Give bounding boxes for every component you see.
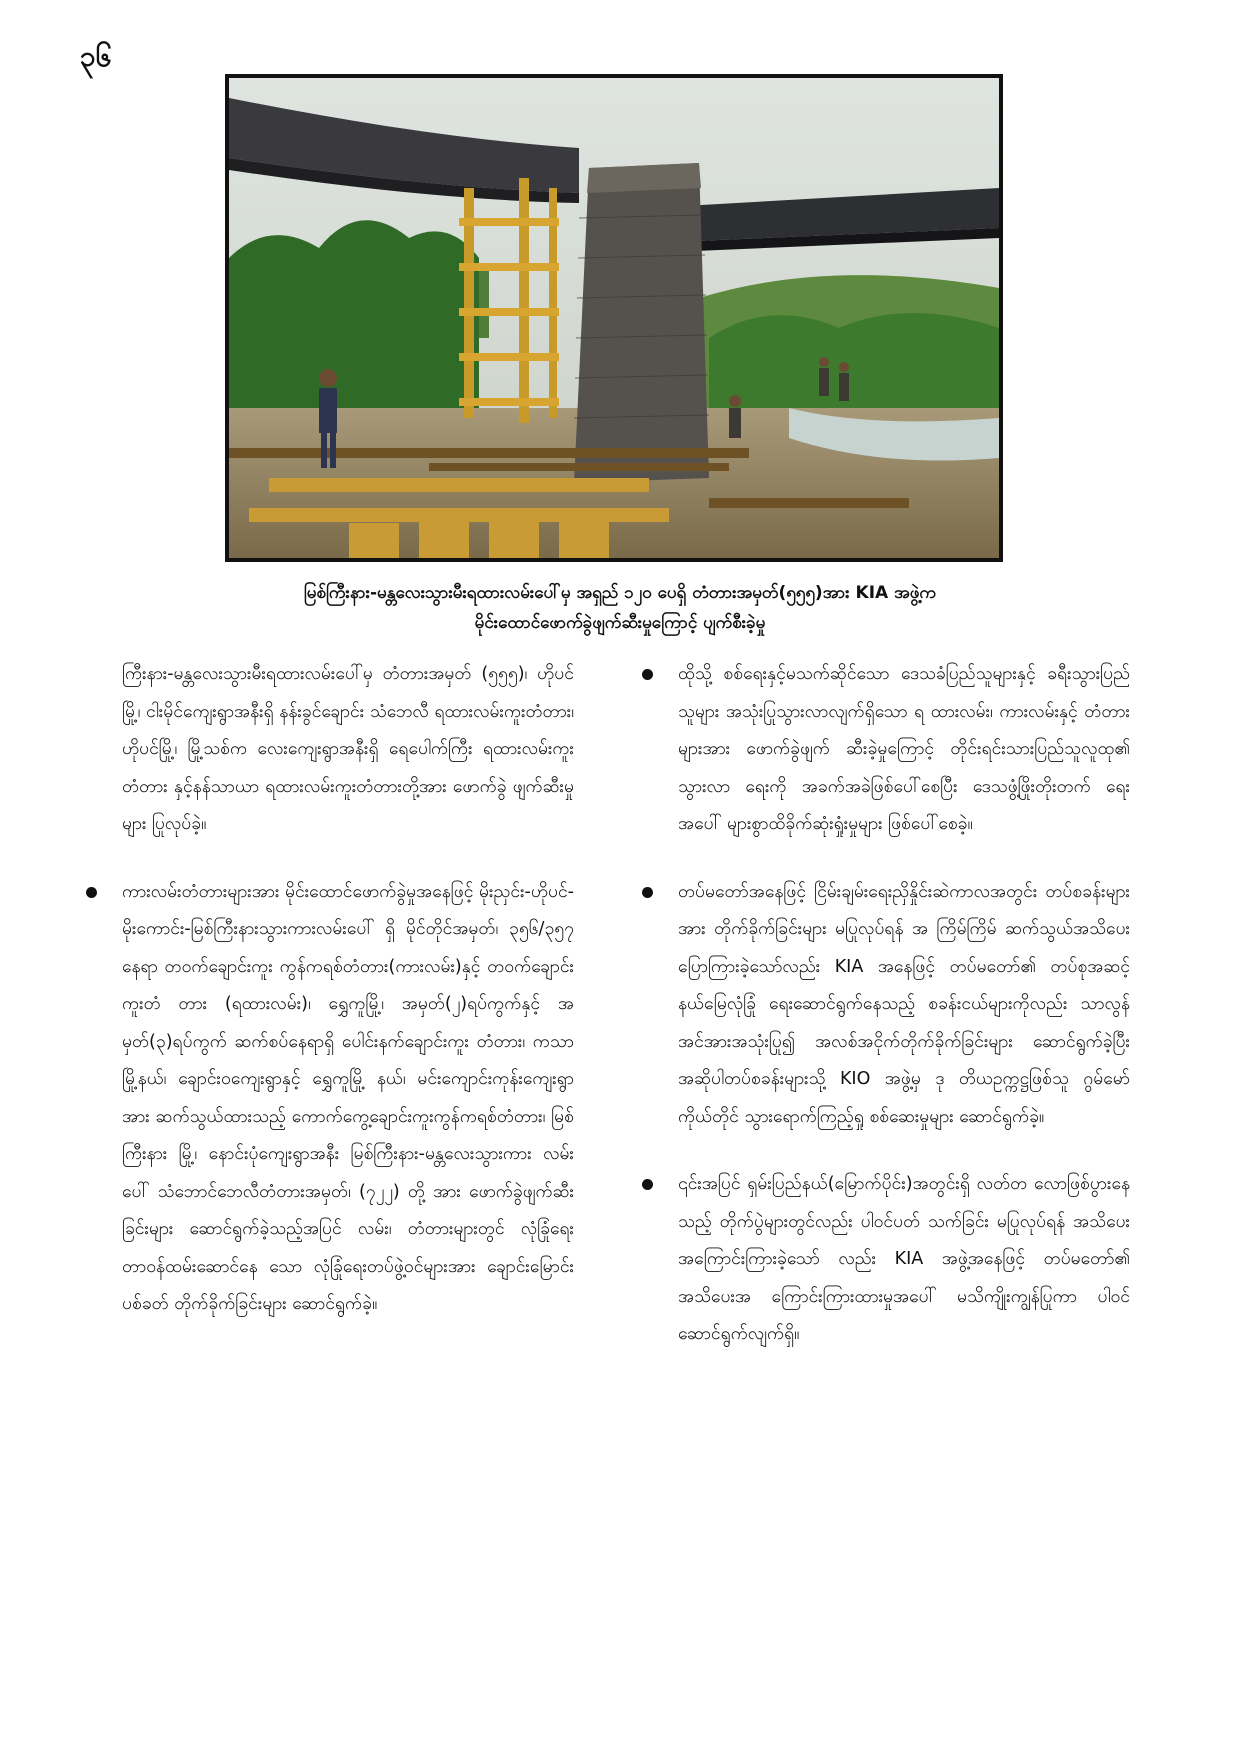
paragraph-text: ထိုသို့ စစ်ရေးနှင့်မသက်ဆိုင်သော ဒေသခံပြည်သူများနှင့် ခရီးသွားပြည်သူများ အသုံးပြုသွားလာလျက်ရှိသော ရ ထားလမ်း၊ ကားလမ်းနှင့် တံတားများအား ဖောက်ခွဲဖျက် ဆီးခဲ့မှုကြောင့် တိုင်းရင်းသားပြည်သူလူထု၏ သွားလာ ရေးကို အခက်အခဲဖြစ်ပေါ်စေပြီး ဒေသဖွံ့ဖြိုးတိုးတက် ရေးအပေါ် များစွာထိခိုက်ဆုံးရှုံးမှုများ ဖြစ်ပေါ်စေခဲ့။	[678, 664, 1130, 834]
body-paragraph	[78, 656, 574, 844]
paragraph-text: ကားလမ်းတံတားများအား မိုင်းထောင်ဖောက်ခွဲမှုအနေဖြင့် မိုးညှင်း-ဟိုပင်-မိုးကောင်း-မြစ်ကြီးနားသွားကားလမ်းပေါ် ရှိ မိုင်တိုင်အမှတ်၊ ၃၅၆/၃၅၇ နေရာ တဝက်ချောင်းကူး ကွန်ကရစ်တံတား(ကားလမ်း)နှင့် တဝက်ချောင်းကူးတံ တား (ရထားလမ်း)၊ ရွှေကူမြို့၊ အမှတ်(၂)ရပ်ကွက်နှင့် အ မှတ်(၃)ရပ်ကွက် ဆက်စပ်နေရာရှိ ပေါင်းနက်ချောင်းကူး တံတား၊ ကသာမြို့နယ်၊ ချောင်းဝကျေးရွာနှင့် ရွှေကူမြို့ နယ်၊ မင်းကျောင်းကုန်းကျေးရွာအား ဆက်သွယ်ထားသည့် ကောက်ကွေ့ချောင်းကူးကွန်ကရစ်တံတား၊ မြစ်ကြီးနား မြို့၊ နောင်းပုံကျေးရွာအနီး မြစ်ကြီးနား-မန္တလေးသွားကား လမ်းပေါ် သံဘောင်ဘေလီတံတားအမှတ်၊ (၇၂၂) တို့ အား ဖောက်ခွဲဖျက်ဆီးခြင်းများ ဆောင်ရွက်ခဲ့သည့်အပြင် လမ်း၊ တံတားများတွင် လုံခြုံရေးတာဝန်ထမ်းဆောင်နေ သော လုံခြုံရေးတပ်ဖွဲ့ဝင်များအား ချောင်းမြောင်းပစ်ခတ် တိုက်ခိုက်ခြင်းများ ဆောင်ရွက်ခဲ့။	[122, 881, 574, 1314]
bullet-icon	[642, 669, 653, 680]
caption-line-2: မိုင်းထောင်ဖောက်ခွဲဖျက်ဆီးမှုကြောင့် ပျက်စီးခဲ့မှု	[474, 613, 766, 633]
left-column	[78, 656, 574, 1354]
bullet-paragraph	[634, 874, 1130, 1137]
right-column	[634, 656, 1130, 1384]
caption-line-1: မြစ်ကြီးနား-မန္တလေးသွားမီးရထားလမ်းပေါ်မှ အရှည် ၁၂၀ ပေရှိ တံတားအမှတ်(၅၅၅)အား KIA အဖွဲ့က	[303, 583, 937, 603]
paragraph-text: ကြီးနား-မန္တလေးသွားမီးရထားလမ်းပေါ်မှ တံတားအမှတ် (၅၅၅)၊ ဟိုပင်မြို့၊ ငါးမိုင်ကျေးရွာအနီးရှိ နန်းခွင်ချောင်း သံဘေလီ ရထားလမ်းကူးတံတား၊ ဟိုပင်မြို့၊ မြို့သစ်က လေးကျေးရွာအနီးရှိ ရေပေါက်ကြီး ရထားလမ်းကူးတံတား နှင့်နန်သာယာ ရထားလမ်းကူးတံတားတို့အား ဖောက်ခွဲ ဖျက်ဆီးမှုများ ပြုလုပ်ခဲ့။	[122, 664, 574, 834]
page-number: ၃၆	[80, 40, 112, 73]
bullet-paragraph	[634, 656, 1130, 844]
photo-caption	[150, 578, 1090, 638]
bullet-icon	[86, 887, 97, 898]
damaged-bridge-photo	[225, 74, 1003, 562]
bullet-paragraph	[634, 1166, 1130, 1354]
bullet-icon	[642, 887, 653, 898]
paragraph-text: ၎င်းအပြင် ရှမ်းပြည်နယ်(မြောက်ပိုင်း)အတွင်းရှိ လတ်တ လောဖြစ်ပွားနေသည့် တိုက်ပွဲများတွင်လည်း ပါဝင်ပတ် သက်ခြင်း မပြုလုပ်ရန် အသိပေးအကြောင်းကြားခဲ့သော် လည်း KIA အဖွဲ့အနေဖြင့် တပ်မတော်၏ အသိပေးအ ကြောင်းကြားထားမှုအပေါ် မသိကျိုးကျွန်ပြုကာ ပါဝင် ဆောင်ရွက်လျက်ရှိ။	[678, 1174, 1130, 1344]
paragraph-text: တပ်မတော်အနေဖြင့် ငြိမ်းချမ်းရေးညှိနှိုင်းဆဲကာလအတွင်း တပ်စခန်းများအား တိုက်ခိုက်ခြင်းများ မပြုလုပ်ရန် အ ကြိမ်ကြိမ် ဆက်သွယ်အသိပေး ပြောကြားခဲ့သော်လည်း KIA အနေဖြင့် တပ်မတော်၏ တပ်စုအဆင့် နယ်မြေလုံခြုံ ရေးဆောင်ရွက်နေသည့် စခန်းငယ်များကိုလည်း သာလွန် အင်အားအသုံးပြု၍ အလစ်အငိုက်တိုက်ခိုက်ခြင်းများ ဆောင်ရွက်ခဲ့ပြီး အဆိုပါတပ်စခန်းများသို့ KIO အဖွဲ့မှ ဒု တိယဥက္ကဋ္ဌဖြစ်သူ ဂွမ်မော်ကိုယ်တိုင် သွားရောက်ကြည့်ရှု စစ်ဆေးမှုများ ဆောင်ရွက်ခဲ့။	[678, 881, 1130, 1127]
bullet-paragraph	[78, 874, 574, 1324]
bullet-icon	[642, 1179, 653, 1190]
